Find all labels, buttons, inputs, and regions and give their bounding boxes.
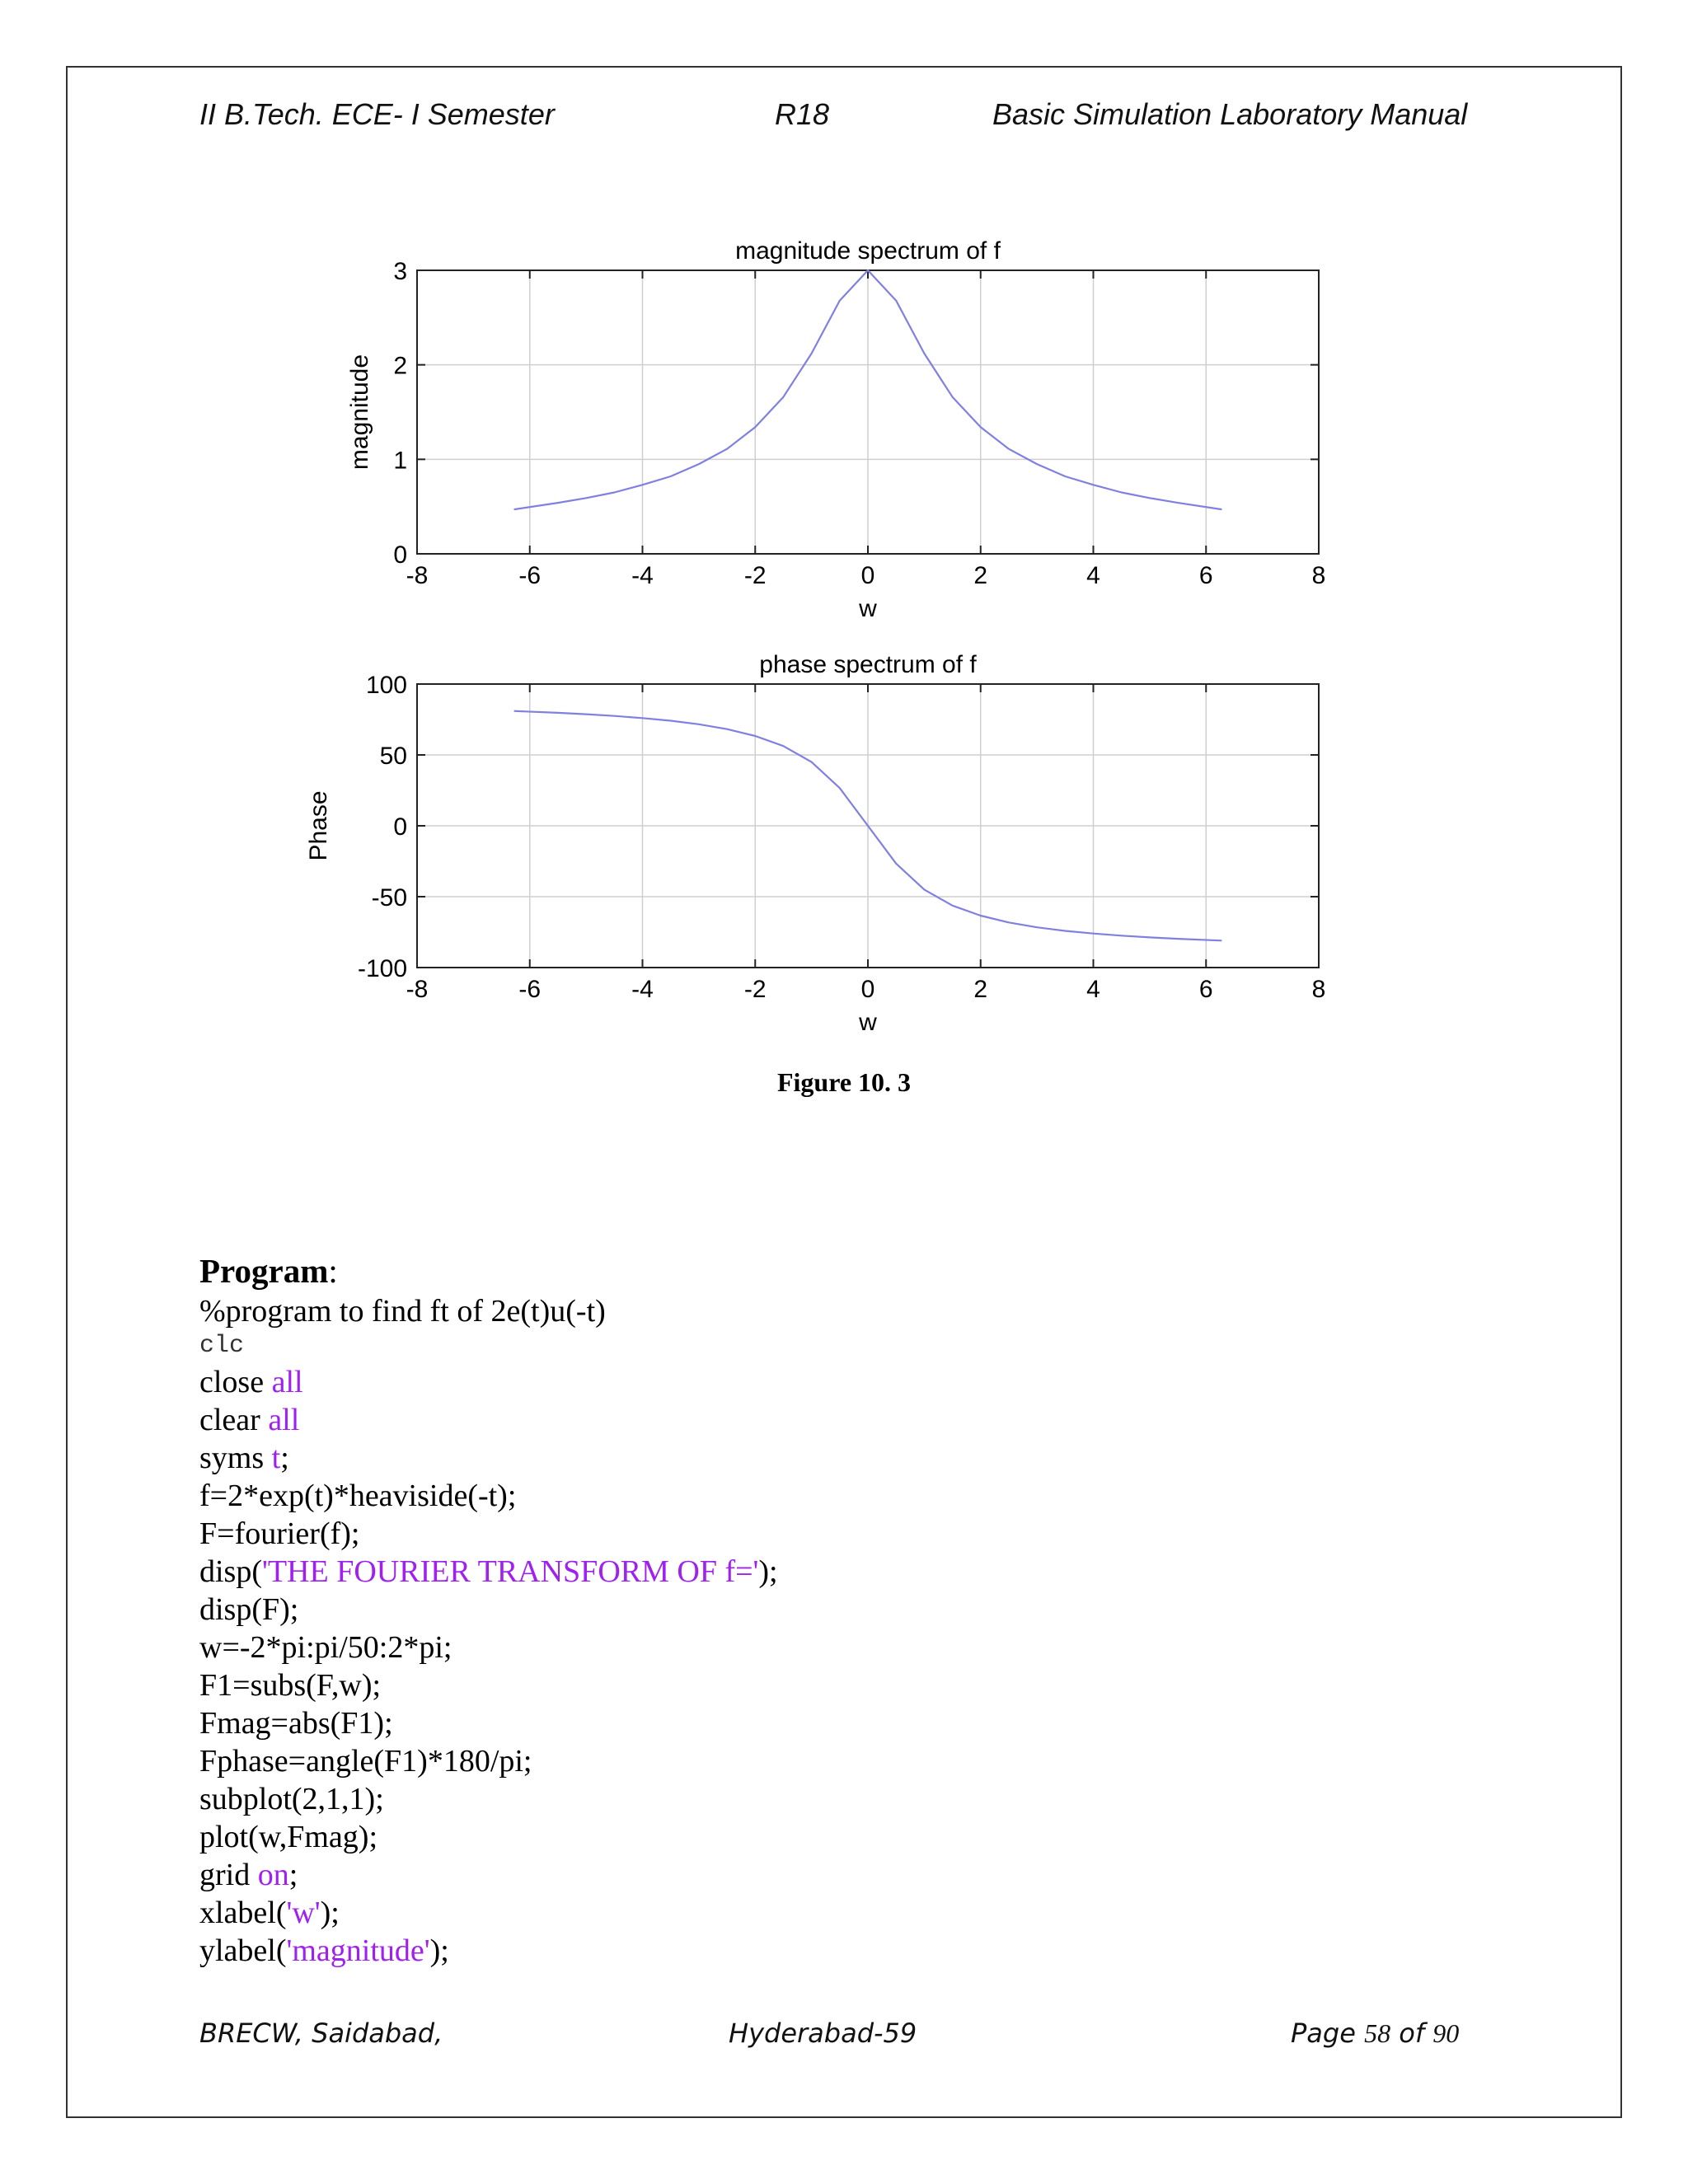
header-right: Basic Simulation Laboratory Manual [992, 97, 1468, 131]
chart2-y-tick-label: -50 [371, 884, 407, 912]
code-line [199, 1818, 778, 1856]
code-line [199, 1932, 778, 1970]
chart1-y-tick-label: 1 [393, 447, 407, 475]
chart2-y-axis-label: Phase [305, 790, 332, 861]
code-token: plot(w,Fmag); [199, 1820, 378, 1854]
code-token: grid [199, 1858, 258, 1892]
code-token: disp(F); [199, 1592, 299, 1627]
code-string-token: all [268, 1403, 300, 1437]
chart1-y-axis-label: magnitude [346, 354, 373, 471]
code-line [199, 1780, 778, 1818]
code-token: w=-2*pi:pi/50:2*pi; [199, 1630, 452, 1665]
code-line [199, 1439, 778, 1477]
code-token: ); [758, 1554, 778, 1589]
footer-of-word: of [1399, 2018, 1425, 2049]
code-line [199, 1553, 778, 1591]
chart2-x-tick-label: -6 [518, 976, 542, 1003]
code-line [199, 1894, 778, 1932]
chart2-title: phase spectrum of f [759, 651, 977, 678]
code-token: ); [429, 1933, 449, 1968]
code-line [199, 1292, 778, 1330]
chart2-x-tick-label: -4 [631, 976, 654, 1003]
chart2-y-tick-label: 100 [365, 672, 407, 699]
footer-center: Hyderabad-59 [729, 2018, 917, 2049]
figure-caption: Figure 10. 3 [776, 1067, 912, 1097]
code-token: %program to find ft of 2e(t)u(-t) [199, 1294, 606, 1329]
code-token: ; [280, 1441, 289, 1475]
code-line [199, 1401, 778, 1439]
code-token: clear [199, 1403, 269, 1437]
chart1-x-tick-label: -8 [406, 562, 429, 589]
footer-page-word: Page [1291, 2018, 1356, 2049]
chart1-x-tick-label: 0 [860, 562, 875, 589]
chart2-y-tick-label: 0 [393, 813, 407, 841]
code-token: F=fourier(f); [199, 1516, 360, 1551]
chart1-x-axis-label: w [859, 595, 877, 622]
code-token: ; [288, 1858, 298, 1892]
chart1-x-tick-label: 4 [1086, 562, 1100, 589]
chart1-y-tick-label: 2 [393, 352, 407, 380]
program-heading-text: Program [199, 1252, 329, 1290]
chart1-x-tick-label: 2 [973, 562, 988, 589]
chart2-x-tick-label: 2 [973, 976, 988, 1003]
chart1-y-tick-label: 0 [393, 541, 407, 569]
code-line [199, 1666, 778, 1704]
chart2-x-tick-label: -8 [406, 976, 429, 1003]
code-token: subplot(2,1,1); [199, 1782, 384, 1816]
chart1-x-tick-label: 6 [1198, 562, 1213, 589]
code-string-token: all [271, 1365, 303, 1399]
code-line [199, 1363, 778, 1401]
chart2-x-axis-label: w [859, 1009, 877, 1036]
code-string-token: 'magnitude' [286, 1933, 430, 1968]
code-token: F1=subs(F,w); [199, 1668, 382, 1703]
chart2-x-tick-label: -2 [743, 976, 767, 1003]
code-token: Fmag=abs(F1); [199, 1706, 393, 1741]
chart2-x-tick-label: 4 [1086, 976, 1100, 1003]
code-line [199, 1742, 778, 1780]
chart2-x-tick-label: 0 [860, 976, 875, 1003]
code-line [199, 1704, 778, 1742]
footer-page [1291, 2018, 1459, 2049]
code-string-token: on [257, 1858, 289, 1892]
code-token: close [199, 1365, 272, 1399]
chart1-x-tick-label: -6 [518, 562, 542, 589]
code-line [199, 1477, 778, 1515]
chart2-x-tick-label: 6 [1198, 976, 1213, 1003]
code-token: syms [199, 1441, 272, 1475]
chart1-title: magnitude spectrum of f [735, 237, 1001, 265]
code-string-token: 'THE FOURIER TRANSFORM OF f=' [262, 1554, 759, 1589]
code-line [199, 1856, 778, 1894]
header-center: R18 [775, 97, 830, 131]
chart1-x-tick-label: -2 [743, 562, 767, 589]
chart1-y-tick-label: 3 [393, 258, 407, 285]
chart1-x-tick-label: 8 [1311, 562, 1326, 589]
code-line [199, 1591, 778, 1629]
code-token: ); [320, 1896, 340, 1930]
spectrum-plots [280, 216, 1368, 1048]
footer-left: BRECW, Saidabad, [199, 2018, 443, 2049]
code-line [199, 1330, 778, 1363]
program-heading: Program: [199, 1252, 338, 1290]
code-line [199, 1629, 778, 1666]
code-token: xlabel( [199, 1896, 287, 1930]
header-left: II B.Tech. ECE- I Semester [199, 97, 555, 131]
chart1-x-tick-label: -4 [631, 562, 654, 589]
chart2-y-tick-label: 50 [379, 743, 407, 770]
code-token: f=2*exp(t)*heaviside(-t); [199, 1479, 517, 1513]
code-string-token: 'w' [286, 1896, 321, 1930]
code-token: ylabel( [199, 1933, 287, 1968]
spectrum-figure [280, 216, 1368, 1048]
code-string-token: t [271, 1441, 281, 1475]
code-line [199, 1515, 778, 1553]
code-token: clc [199, 1332, 245, 1360]
code-token: Fphase=angle(F1)*180/pi; [199, 1744, 532, 1779]
chart2-x-tick-label: 8 [1311, 976, 1326, 1003]
program-code [199, 1292, 778, 1970]
footer-page-total: 90 [1432, 2018, 1460, 2048]
footer-page-number: 58 [1364, 2018, 1391, 2048]
chart2-y-tick-label: -100 [357, 955, 407, 982]
code-token: disp( [199, 1554, 262, 1589]
